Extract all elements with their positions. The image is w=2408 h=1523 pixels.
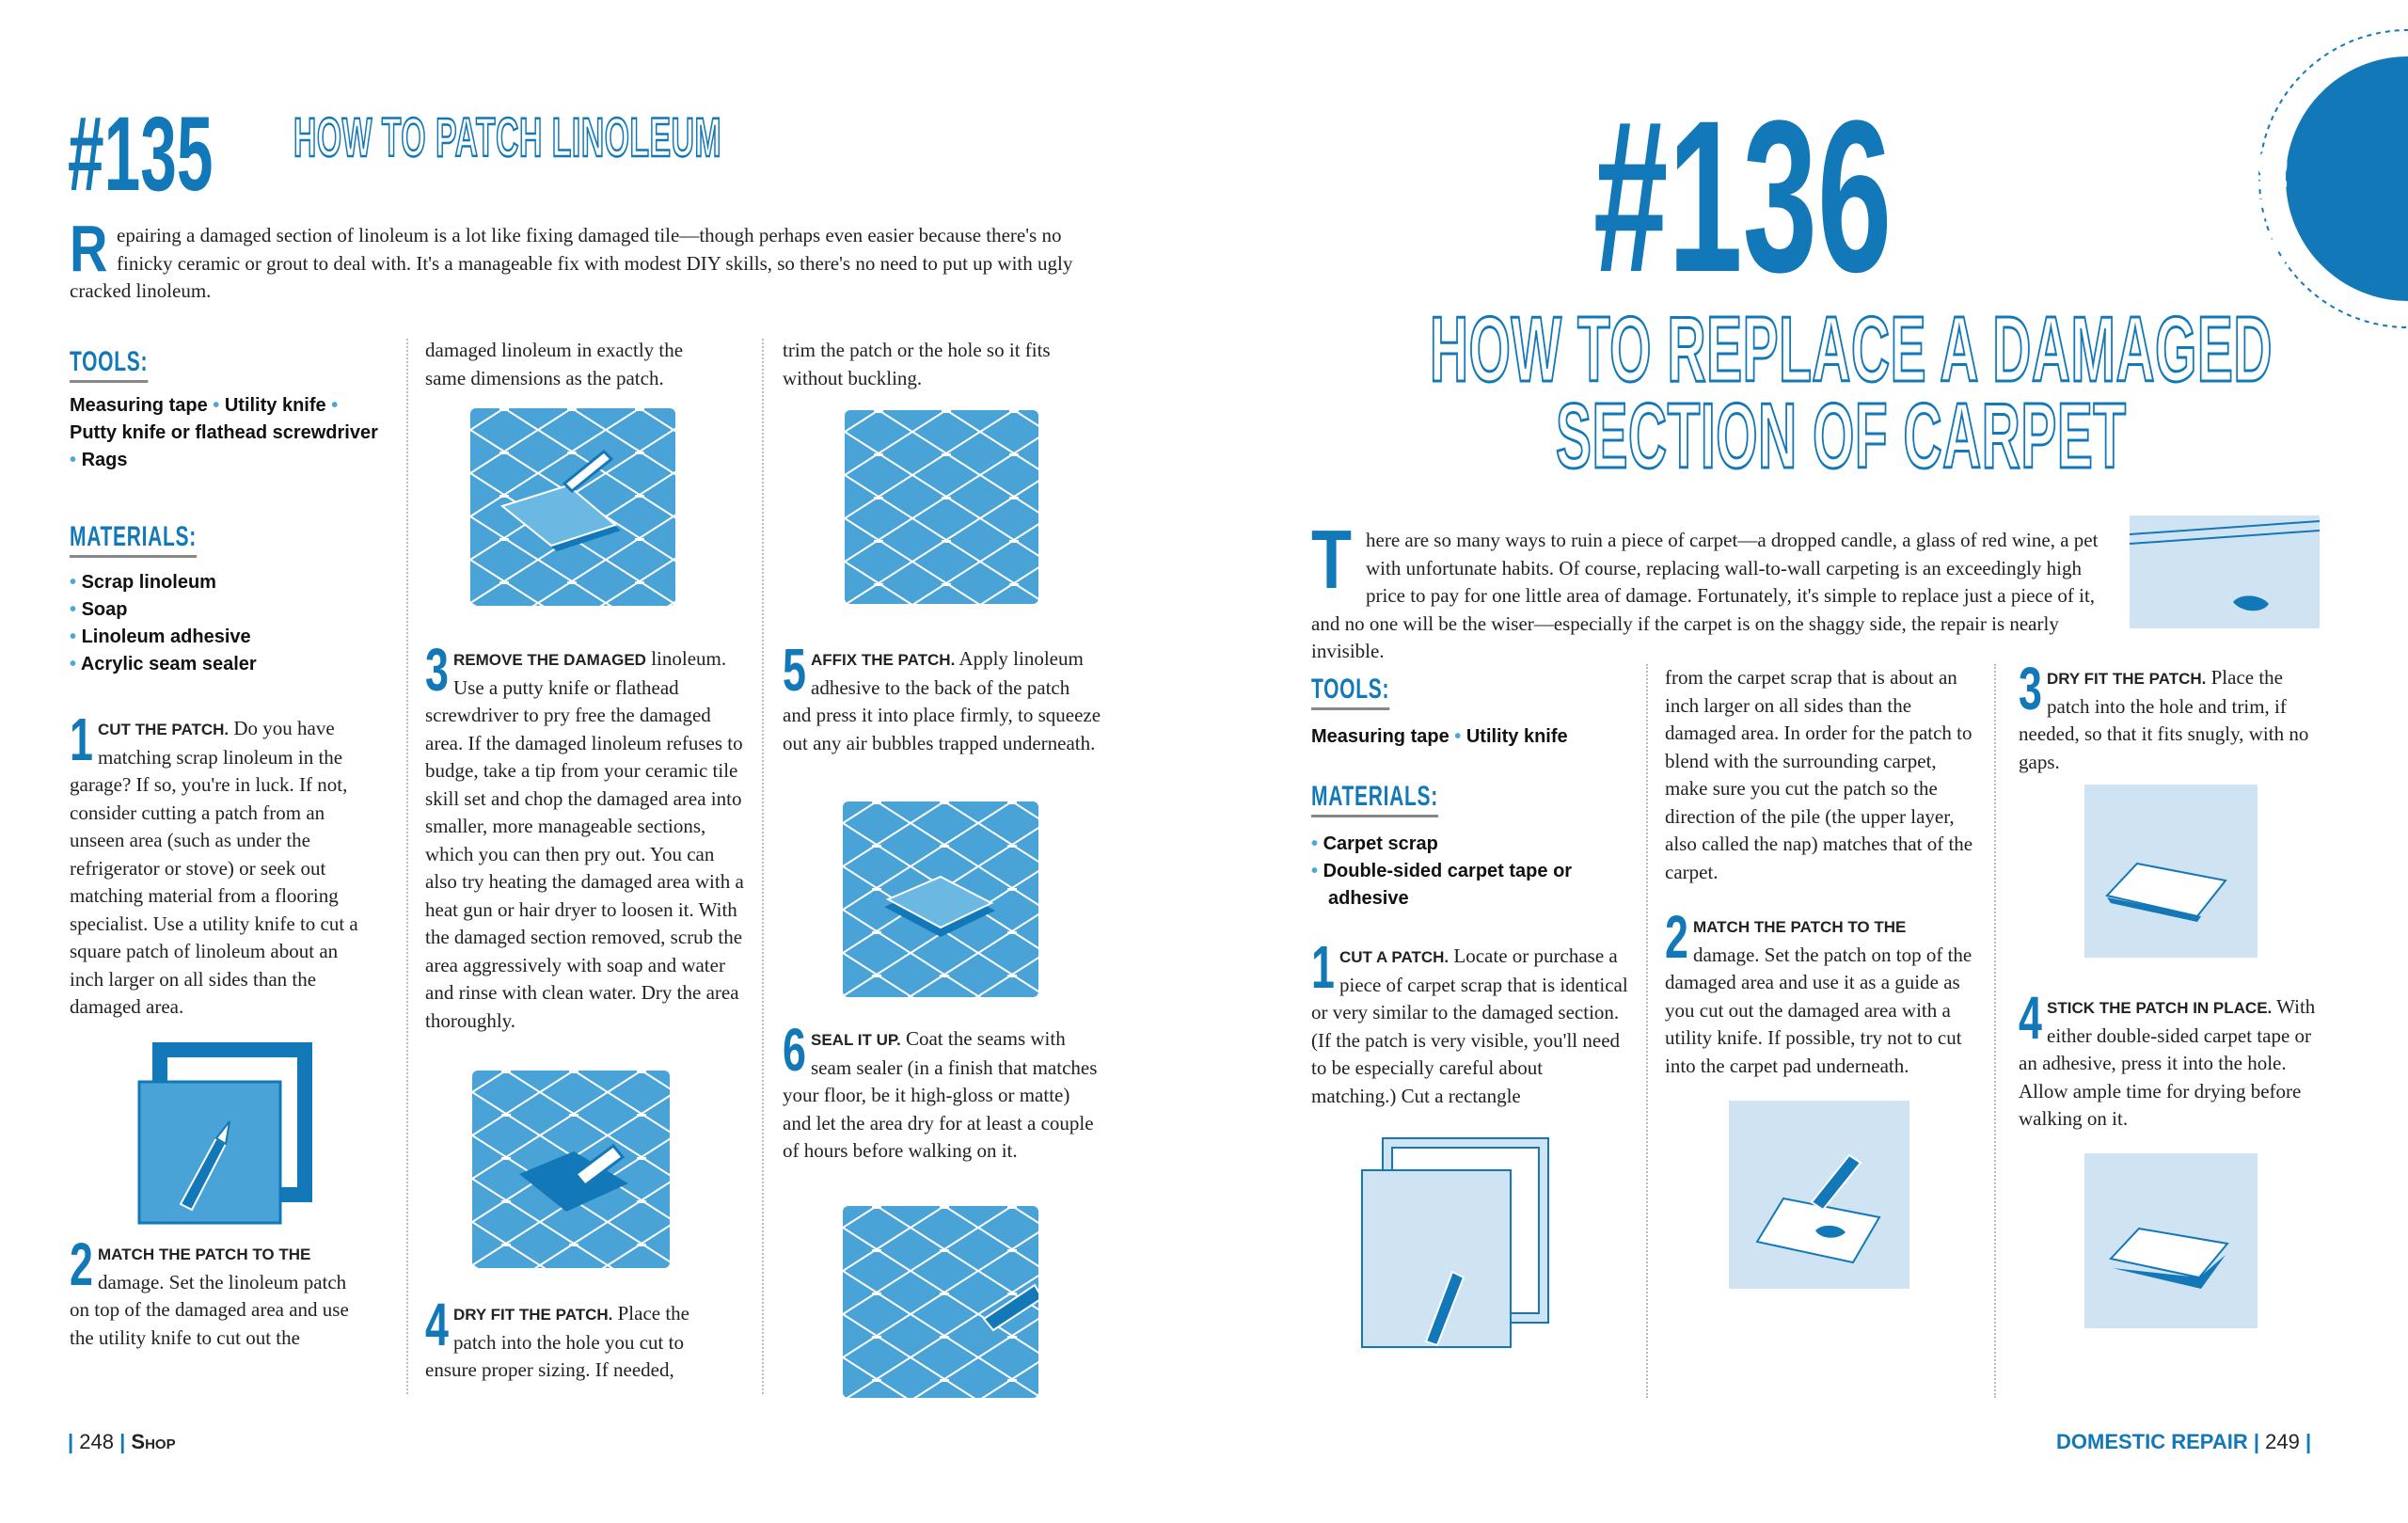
right-step-2: 2 MATCH THE PATCH TO THE damage. Set the patch on top of the damaged area and use it as a guide as you cut out the damaged area with a utility knife. If possible, try not to cut into the carpet pad underneath. [1665,903,1972,1077]
left-step-5: 5 AFFIX THE PATCH. Apply linoleum adhesive to the back of the patch and press it into place firmly, to squeeze out any air bubbles trapped underneath. [783,636,1101,754]
right-page-number: 249 [2265,1430,2300,1453]
right-section-name: DOMESTIC REPAIR [2056,1430,2248,1453]
right-column-rule-1 [1646,664,1648,1398]
right-illustration-4 [2084,1153,2258,1328]
left-illustration-3a [470,408,675,606]
right-materials-section [1311,781,1612,912]
right-illustration-3 [2084,785,2258,958]
right-column-rule-2 [1994,664,1996,1398]
left-title: HOW TO PATCH LINOLEUM [293,107,722,168]
left-column-rule-2 [762,339,764,1394]
right-dropcap: T [1311,513,1353,606]
left-step-2: 2 MATCH THE PATCH TO THE damage. Set the linoleum patch on top of the damaged area and use the utility knife to cut out the [70,1230,349,1349]
right-col2-continuation: from the carpet scrap that is about an inch larger on all sides than the damaged area. In order for the patch to blend with the surrounding carpet, make sure you cut the patch so the direction of the pile (the upper layer, also called the nap) matches that of the carpet. [1665,666,1973,883]
left-illustration-3b [472,1071,670,1268]
left-materials-list: • Scrap linoleum • Soap • Linoleum adhesive • Acrylic seam sealer [70,572,257,674]
left-col3-continuation: trim the patch or the hole so it fits without buckling. [783,339,1051,389]
left-tools-label: TOOLS: [70,346,148,383]
right-tools-label: TOOLS: [1311,674,1389,710]
left-step-4: 4 DRY FIT THE PATCH. Place the patch into the hole you cut to ensure proper sizing. If needed, [425,1291,690,1381]
left-step-1: 1 CUT THE PATCH. Do you have matching scrap linoleum in the garage? If so, you're in luck. If not, consider cutting a patch from an unseen area (such as under the refrigerator or stove) or seek out matching material from a flooring specialist. Use a utility knife to cut a square patch of linoleum about an inch larger on all sides than the damaged area. [70,706,358,1018]
right-illustration-2 [1729,1101,1909,1289]
right-intro: There are so many ways to ruin a piece of carpet—a dropped candle, a glass of red wine, a pet with unfortunate habits. Of course, replacing wall-to-wall carpeting is an exceedingly high price to pay for one little area of damage. Fortunately, it's simple to replace just a piece of it, and no one will be the wiser—especially if the carpet is on the shaggy side, the repair is nearly invisible. [1311,513,2099,662]
left-illustration-5 [843,801,1038,997]
right-title-line-2: SECTION OF CARPET [1556,384,2127,487]
right-step-4: 4 STICK THE PATCH IN PLACE. With either double-sided carpet tape or an adhesive, press it into the hole. Allow ample time for drying before walking on it. [2019,984,2316,1130]
left-col2-continuation: damaged linoleum in exactly the same dimensions as the patch. [425,339,684,389]
left-section-name: Shop [131,1430,176,1453]
right-illustration-1 [1354,1131,1558,1353]
right-materials-label: MATERIALS: [1311,781,1438,817]
right-footer: DOMESTIC REPAIR | 249 | [2056,1430,2312,1453]
left-intro: Repairing a damaged section of linoleum is a lot like fixing damaged tile—though perhaps even easier because there's no finicky ceramic or grout to deal with. It's a manageable fix with modest DIY skills, so there's no need to put up with ugly cracked linoleum. [70,212,1073,302]
shop-tab-label: SHOP [2249,151,2295,268]
right-materials-list: • Carpet scrap • Double-sided carpet tape or adhesive [1311,833,1573,909]
right-tools-list: Measuring tape • Utility knife [1311,726,1568,747]
right-tools-section [1311,674,1631,751]
left-materials-label: MATERIALS: [70,521,197,558]
left-page-number: 248 [79,1430,114,1453]
left-dropcap: R [70,212,108,285]
right-step-1: 1 CUT A PATCH. Locate or purchase a piece of carpet scrap that is identical or very similar to the damaged section. (If the patch is very visible, you'll need to be especially careful about matching.) Cut a rectangle [1311,933,1628,1107]
left-tools-section [70,346,389,474]
left-materials-section [70,521,389,678]
left-illustration-4 [845,410,1038,604]
right-step-3: 3 DRY FIT THE PATCH. Place the patch into the hole and trim, if needed, so that it fits snugly, with no gaps. [2019,655,2309,773]
left-recipe-number: #135 [68,95,214,213]
right-intro-illustration [2130,516,2320,628]
left-tools-list: Measuring tape • Utility knife • Putty knife or flathead screwdriver • Rags [70,395,378,470]
left-illustration-6 [843,1206,1038,1398]
left-step-3: 3 REMOVE THE DAMAGED linoleum. Use a putty knife or flathead screwdriver to pry free the damaged area. If the damaged linoleum refuses to budge, take a tip from your ceramic tile skill set and chop the damaged area into smaller, more manageable sections, which you can then pry out. You can also try heating the damaged area with a heat gun or hair dryer to loosen it. With the damaged section removed, scrub the area aggressively with soap and water and rinse with clean water. Dry the area thoroughly. [425,636,744,1032]
right-title-line-1: HOW TO REPLACE A DAMAGED [1430,297,2273,401]
left-illustration-1 [132,1035,320,1251]
left-column-rule-1 [406,339,408,1394]
right-recipe-number: #136 [1593,75,1893,317]
left-step-6: 6 SEAL IT UP. Coat the seams with seam sealer (in a finish that matches your floor, be it high-gloss or matte) and let the area dry for at least a couple of hours before walking on it. [783,1016,1098,1162]
left-footer: | 248 | Shop [68,1430,176,1453]
